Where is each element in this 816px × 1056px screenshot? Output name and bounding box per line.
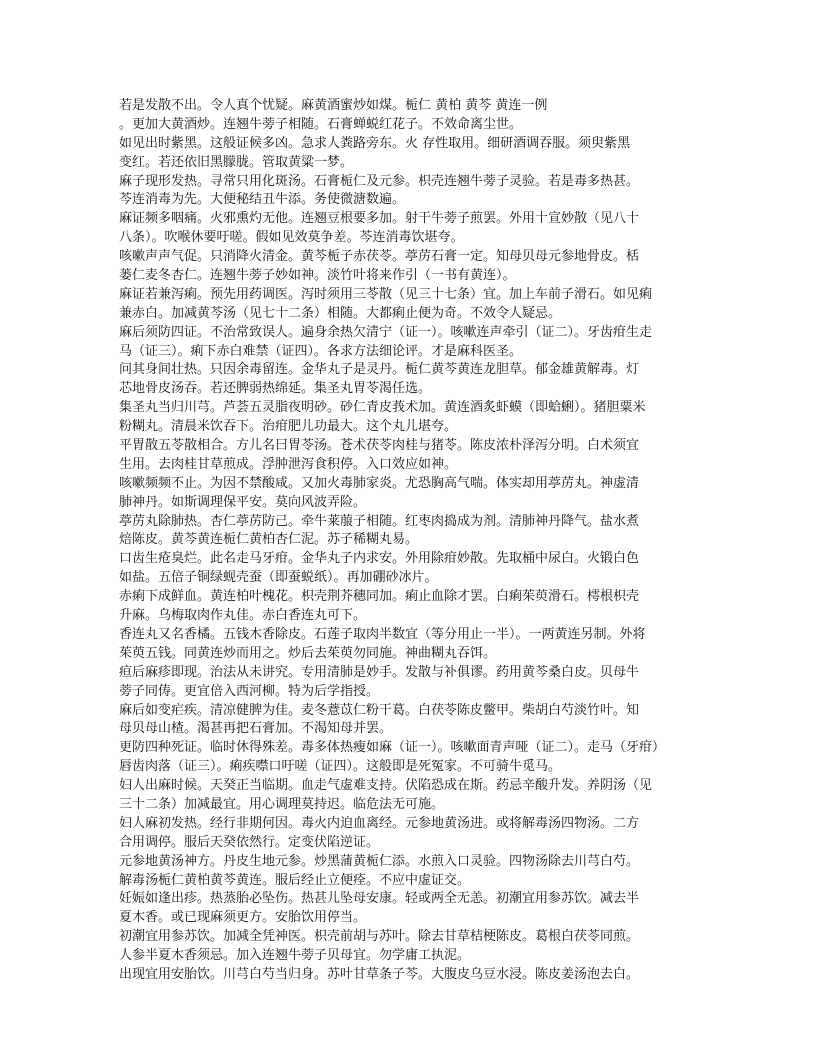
text-line: 母贝母山楂。渴甚再把石膏加。不渴知母并罢。	[119, 721, 393, 737]
text-line: 蒡子同俦。更宜倍入西河柳。特为后学指授。	[119, 683, 380, 699]
text-line: 焙陈皮。黄芩黄连栀仁黄柏杏仁泥。苏子稀糊丸易。	[119, 532, 419, 548]
text-line: 葶苈丸除肺热。杏仁葶苈防己。牵牛莱菔子相随。红枣肉捣成为剂。清肺神丹降气。盐水煮	[119, 513, 640, 529]
text-line: 麻后须防四证。不治常致误人。遍身余热欠清宁（证一）。咳嗽连声牵引（证二）。牙齿疳生走	[119, 324, 653, 340]
text-line: 夏木香。或已现麻须更方。安胎饮用停当。	[119, 910, 367, 926]
text-line: 粉糊丸。清晨米饮吞下。治疳肥儿功最大。这个丸儿堪夸。	[119, 419, 458, 435]
text-line: 初潮宜用参苏饮。加减全凭神医。枳壳前胡与苏叶。除去甘草桔梗陈皮。葛根白茯苓同煎。	[119, 929, 640, 945]
text-line: 平胃散五苓散相合。方儿名曰胃苓汤。苍术茯苓肉桂与猪苓。陈皮浓朴泽泻分明。白术须宜	[119, 438, 640, 454]
text-line: 解毒汤栀仁黄柏黄芩黄连。服后经止立便痊。不应中虚证交。	[119, 872, 471, 888]
text-line: 芩连消毒为先。大便秘结丑牛添。务使微溏数遍。	[119, 192, 406, 208]
text-line: 如盐。五倍子铜绿蚬壳蚕（即蚕蜕纸）。再加硼砂冰片。	[119, 570, 438, 586]
text-line: 兼赤白。加减黄芩汤（见七十二条）相随。大都痢止便为奇。不效令人疑忌。	[119, 305, 562, 321]
text-line: 人参半夏木香须忌。加入连翘牛蒡子贝母宜。勿学庸工执泥。	[119, 948, 471, 964]
text-line: 变红。若还依旧黑朦胧。管取黄粱一梦。	[119, 154, 354, 170]
text-line: 妇人出麻时候。天癸正当临期。血走气虚难支持。伏陷恐成在斯。药忌辛酸升发。养阴汤（见	[119, 778, 653, 794]
text-line: 妇人麻初发热。经行非期何因。毒火内迫血离经。元参地黄汤进。或将解毒汤四物汤。二方	[119, 815, 640, 831]
text-line: 麻后如变疟疾。清凉健脾为佳。麦冬薏苡仁粉干葛。白茯苓陈皮鳖甲。柴胡白芍淡竹叶。知	[119, 702, 640, 718]
text-line: 升麻。乌梅取肉作丸佳。赤白香连丸可下。	[119, 608, 367, 624]
text-line: 。更加大黄酒炒。连翘牛蒡子相随。石膏蝉蜕红花子。不效命离尘世。	[119, 116, 523, 132]
text-line: 香连丸又名香橘。五钱木香除皮。石莲子取肉半数宜（等分用止一半）。一两黄连另制。外将	[119, 626, 646, 642]
text-line: 问其身间壮热。只因余毒留连。金华丸子是灵丹。栀仁黄芩黄连龙胆草。郁金雄黄解毒。灯	[119, 362, 640, 378]
text-line: 茱萸五钱。同黄连炒而用之。炒后去茱萸勿同施。神曲糊丸吞饵。	[119, 645, 497, 661]
text-line: 如见出时紫黑。这般证候多凶。急求人粪路旁东。火 存性取用。细研酒调吞服。须臾紫黑	[119, 135, 631, 151]
text-line: 赤痢下成鲜血。黄连柏叶槐花。枳壳荆芥穗同加。痢止血除才罢。白痢茱萸滑石。樗根枳壳	[119, 589, 640, 605]
text-line: 三十二条）加减最宜。用心调理莫持迟。临危法无可施。	[119, 796, 445, 812]
text-line: 疸后麻疹即现。治法从未讲究。专用清肺是妙手。发散与补俱谬。药用黄芩桑白皮。贝母牛	[119, 664, 640, 680]
text-line: 蒌仁麦冬杏仁。连翘牛蒡子妙如神。淡竹叶将来作引（一书有黄连）。	[119, 268, 516, 284]
text-line: 芯地骨皮汤吞。若还脾弱热绵延。集圣丸胃苓渴任选。	[119, 381, 432, 397]
text-line: 口齿生疮臭烂。此名走马牙疳。金华丸子内求安。外用除疳妙散。先取桶中尿白。火锻白色	[119, 551, 640, 567]
text-line: 生用。去肉桂甘草煎成。浮肿泄泻食积停。入口效应如神。	[119, 456, 458, 472]
document-page	[119, 97, 709, 985]
text-line: 元参地黄汤神方。丹皮生地元参。炒黑蒲黄栀仁添。水煎入口灵验。四物汤除去川芎白芍。	[119, 853, 640, 869]
text-line: 麻证频多咽痛。火邪熏灼无他。连翘豆根要多加。射干牛蒡子煎罢。外用十宣妙散（见八十	[119, 211, 640, 227]
text-line: 若是发散不出。令人真个忧疑。麻黄酒蜜炒如煤。栀仁 黄柏 黄芩 黄连一例	[119, 98, 548, 113]
text-line: 唇齿肉落（证三）。痢疾噤口吁嗟（证四）。这般即是死冤家。不可骑牛觅马。	[119, 759, 562, 775]
text-line: 集圣丸当归川芎。芦荟五灵脂夜明砂。砂仁青皮莪术加。黄连酒炙虾蟆（即蛤蜊）。猪胆粟米	[119, 400, 646, 416]
text-line: 更防四种死证。临时休得殊差。毒多体热瘦如麻（证一）。咳嗽面青声哑（证二）。走马（牙疳）	[119, 740, 666, 756]
text-line: 妊娠如逢出疹。热蒸胎必坠伤。热甚儿坠母安康。轻或两全无恙。初潮宜用参苏饮。减去半	[119, 891, 640, 907]
text-line: 麻证若兼泻痢。预先用药调医。泻时须用三苓散（见三十七条）宜。加上车前子滑石。如见痢	[119, 286, 653, 302]
text-line: 马（证三）。痢下赤白难禁（证四）。各求方法细论评。才是麻科医圣。	[119, 343, 523, 359]
text-line: 咳嗽声声气促。只消降火清金。黄芩栀子赤茯苓。葶苈石膏一定。知母贝母元参地骨皮。栝	[119, 249, 640, 265]
text-line: 出现宜用安胎饮。川芎白芍当归身。苏叶甘草条子芩。大腹皮乌豆水浸。陈皮姜汤泡去白。	[119, 966, 640, 982]
text-line: 肺神丹。如斯调理保平安。莫向风波弄险。	[119, 494, 367, 510]
text-line: 麻子现形发热。寻常只用化斑汤。石膏栀仁及元参。枳壳连翘牛蒡子灵验。若是毒多热甚。	[119, 173, 640, 189]
text-line: 八条）。吹喉休要吁嗟。假如见效莫争差。芩连消毒饮堪夸。	[119, 230, 464, 246]
text-line: 咳嗽频频不止。为因不禁酸咸。又加火毒肺家炎。尤恐胸高气喘。体实却用葶苈丸。神虚清	[119, 475, 640, 491]
text-line: 合用调停。服后天癸依然行。定变伏陷逆证。	[119, 834, 380, 850]
